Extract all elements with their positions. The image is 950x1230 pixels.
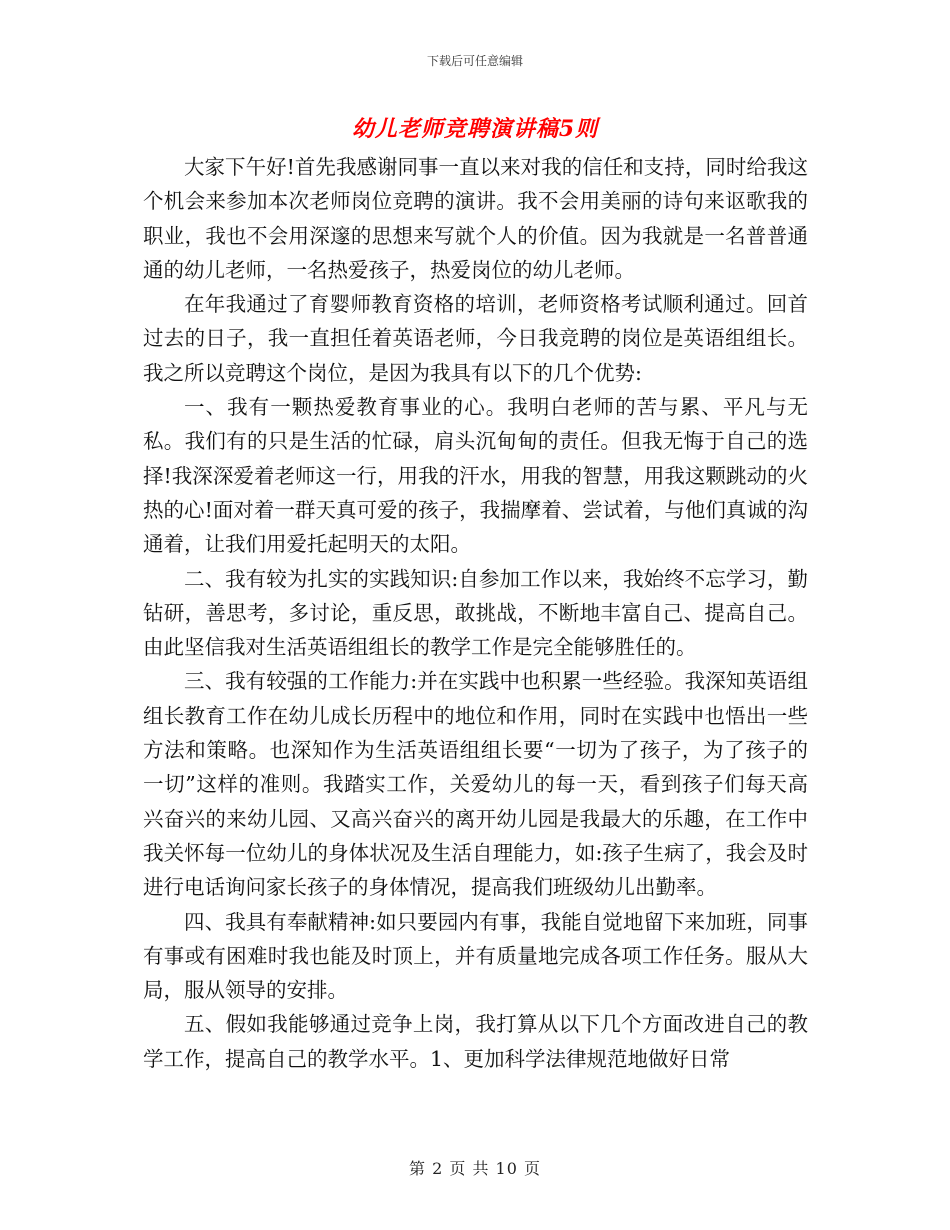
paragraph-1: 大家下午好!首先我感谢同事一直以来对我的信任和支持，同时给我这个机会来参加本次老师岗位竞聘的演讲。我不会用美丽的诗句来讴歌我的职业，我也不会用深邃的思想来写就个人的价值。因为我就是一名普普通通的幼儿老师，一名热爱孩子，热爱岗位的幼儿老师。 — [143, 155, 808, 282]
paragraph-6: 四、我具有奉献精神:如只要园内有事，我能自觉地留下来加班，同事有事或有困难时我也能及时顶上，并有质量地完成各项工作任务。服从大局，服从领导的安排。 — [143, 909, 808, 1003]
page-number: 第 2 页 共 10 页 — [409, 1159, 541, 1178]
page-header-note: 下载后可任意编辑 — [426, 54, 523, 68]
paragraph-5: 三、我有较强的工作能力:并在实践中也积累一些经验。我深知英语组组长教育工作在幼儿成长历程中的地位和作用，同时在实践中也悟出一些方法和策略。也深知作为生活英语组组长要“一切为了孩子，为了孩子的一切”这样的准则。我踏实工作，关爱幼儿的每一天，看到孩子们每天高兴奋兴的来幼儿园、又高兴奋兴的离开幼儿园是我最大的乐趣，在工作中我关怀每一位幼儿的身体状况及生活自理能力，如:孩子生病了，我会及时进行电话询问家长孩子的身体情况，提高我们班级幼儿出勤率。 — [143, 669, 808, 900]
paragraph-3: 一、我有一颗热爱教育事业的心。我明白老师的苦与累、平凡与无私。我们有的只是生活的忙碌，肩头沉甸甸的责任。但我无悔于自己的选择!我深深爱着老师这一行，用我的汗水，用我的智慧，用我这颗跳动的火热的心!面对着一群天真可爱的孩子，我揣摩着、尝试着，与他们真诚的沟通着，让我们用爱托起明天的太阳。 — [143, 395, 808, 557]
paragraph-4: 二、我有较为扎实的实践知识:自参加工作以来，我始终不忘学习，勤钻研，善思考，多讨论，重反思，敢挑战，不断地丰富自己、提高自己。由此坚信我对生活英语组组长的教学工作是完全能够胜任的。 — [143, 566, 808, 660]
paragraph-7: 五、假如我能够通过竞争上岗，我打算从以下几个方面改进自己的教学工作，提高自己的教学水平。1、更加科学法律规范地做好日常 — [143, 1012, 808, 1071]
document-body — [143, 150, 808, 1076]
paragraph-2: 在年我通过了育婴师教育资格的培训，老师资格考试顺利通过。回首过去的日子，我一直担任着英语老师，今日我竞聘的岗位是英语组组长。我之所以竞聘这个岗位，是因为我具有以下的几个优势: — [143, 292, 808, 385]
document-title: 幼儿老师竞聘演讲稿5则 — [351, 116, 599, 142]
